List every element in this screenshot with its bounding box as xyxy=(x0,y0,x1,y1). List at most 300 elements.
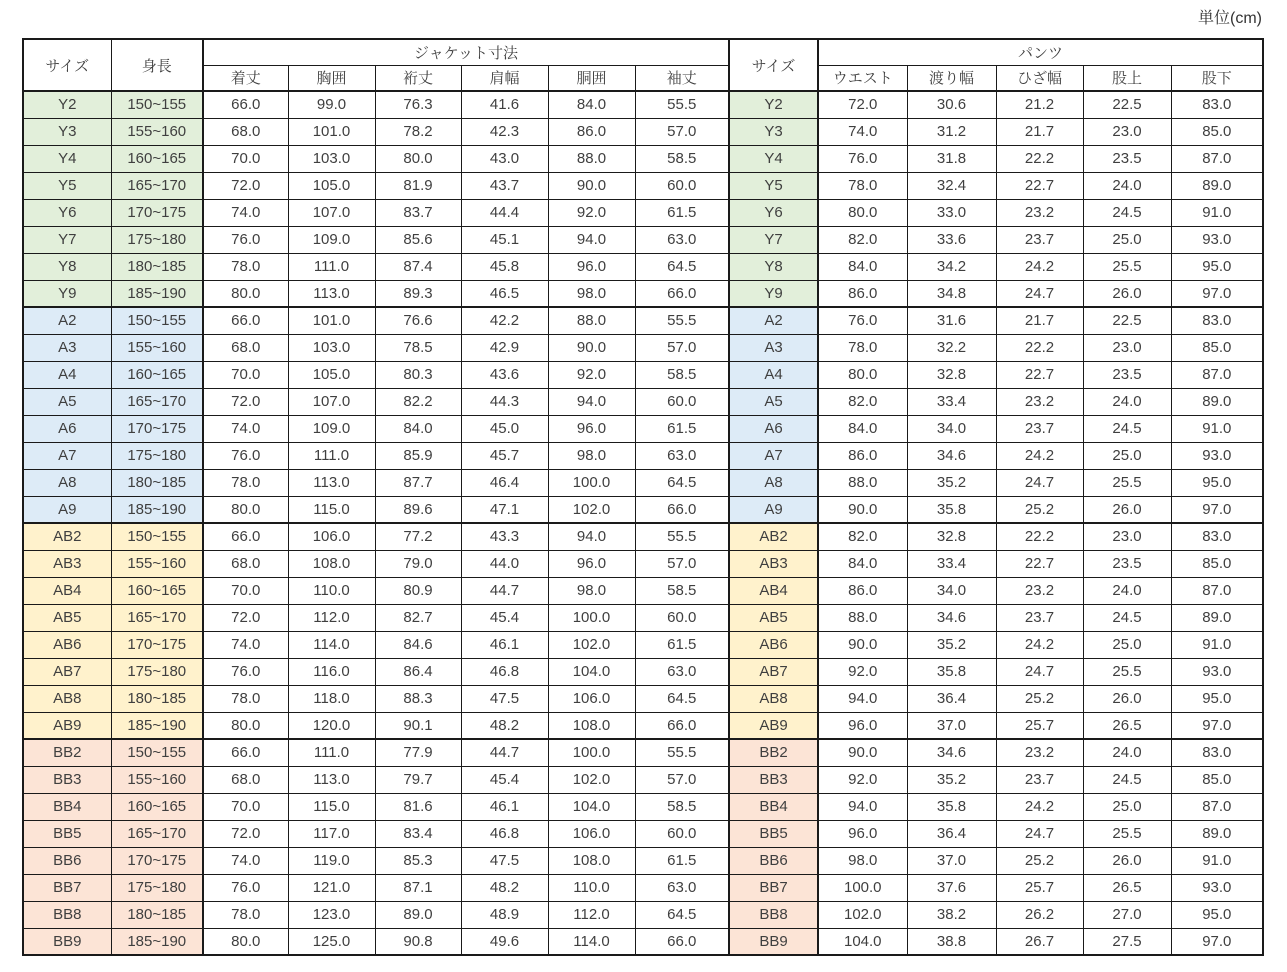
pants-value-cell: 24.2 xyxy=(996,631,1083,658)
table-row xyxy=(23,604,1263,631)
pants-value-cell: 22.2 xyxy=(996,523,1083,550)
jacket-value-cell: 68.0 xyxy=(203,550,288,577)
size-cell-2: A6 xyxy=(729,415,818,442)
pants-value-cell: 92.0 xyxy=(818,658,907,685)
pants-value-cell: 23.7 xyxy=(996,415,1083,442)
jacket-value-cell: 113.0 xyxy=(288,469,375,496)
size-cell: AB8 xyxy=(23,685,111,712)
height-cell: 150~155 xyxy=(111,523,203,550)
jacket-value-cell: 72.0 xyxy=(203,172,288,199)
pants-value-cell: 25.2 xyxy=(996,496,1083,523)
jacket-value-cell: 64.5 xyxy=(635,469,729,496)
jacket-value-cell: 47.5 xyxy=(461,685,548,712)
pants-value-cell: 35.8 xyxy=(907,496,996,523)
pants-value-cell: 89.0 xyxy=(1171,388,1263,415)
pants-value-cell: 24.0 xyxy=(1083,739,1171,766)
pants-value-cell: 23.7 xyxy=(996,766,1083,793)
size-cell-2: BB8 xyxy=(729,901,818,928)
pants-value-cell: 26.0 xyxy=(1083,847,1171,874)
jacket-value-cell: 78.0 xyxy=(203,901,288,928)
jacket-value-cell: 63.0 xyxy=(635,442,729,469)
jacket-value-cell: 105.0 xyxy=(288,361,375,388)
pants-value-cell: 31.8 xyxy=(907,145,996,172)
size-cell: AB2 xyxy=(23,523,111,550)
pants-value-cell: 34.0 xyxy=(907,577,996,604)
height-cell: 170~175 xyxy=(111,199,203,226)
table-row xyxy=(23,793,1263,820)
size-cell: A6 xyxy=(23,415,111,442)
jacket-value-cell: 45.0 xyxy=(461,415,548,442)
pants-value-cell: 24.2 xyxy=(996,793,1083,820)
size-cell-2: Y8 xyxy=(729,253,818,280)
pants-value-cell: 22.5 xyxy=(1083,91,1171,118)
jacket-value-cell: 68.0 xyxy=(203,766,288,793)
pants-value-cell: 25.0 xyxy=(1083,631,1171,658)
jacket-value-cell: 57.0 xyxy=(635,118,729,145)
pants-value-cell: 35.8 xyxy=(907,658,996,685)
pants-value-cell: 98.0 xyxy=(818,847,907,874)
jacket-value-cell: 107.0 xyxy=(288,388,375,415)
pants-value-cell: 25.5 xyxy=(1083,820,1171,847)
jacket-value-cell: 78.0 xyxy=(203,253,288,280)
pants-value-cell: 22.7 xyxy=(996,361,1083,388)
pants-value-cell: 24.5 xyxy=(1083,604,1171,631)
pants-value-cell: 33.0 xyxy=(907,199,996,226)
size-cell: BB9 xyxy=(23,928,111,955)
pants-value-cell: 25.5 xyxy=(1083,253,1171,280)
header-pants-col-matashita: 股下 xyxy=(1171,65,1263,91)
pants-value-cell: 23.2 xyxy=(996,199,1083,226)
jacket-value-cell: 58.5 xyxy=(635,361,729,388)
size-cell: A8 xyxy=(23,469,111,496)
jacket-value-cell: 117.0 xyxy=(288,820,375,847)
size-cell: AB7 xyxy=(23,658,111,685)
pants-value-cell: 26.5 xyxy=(1083,874,1171,901)
pants-value-cell: 78.0 xyxy=(818,334,907,361)
table-row xyxy=(23,523,1263,550)
pants-value-cell: 23.0 xyxy=(1083,334,1171,361)
jacket-value-cell: 55.5 xyxy=(635,523,729,550)
jacket-value-cell: 103.0 xyxy=(288,334,375,361)
header-size-2: サイズ xyxy=(729,39,818,91)
pants-value-cell: 91.0 xyxy=(1171,847,1263,874)
pants-value-cell: 87.0 xyxy=(1171,361,1263,388)
pants-value-cell: 25.5 xyxy=(1083,469,1171,496)
pants-value-cell: 23.7 xyxy=(996,226,1083,253)
jacket-value-cell: 114.0 xyxy=(288,631,375,658)
jacket-value-cell: 121.0 xyxy=(288,874,375,901)
jacket-value-cell: 100.0 xyxy=(548,469,635,496)
jacket-value-cell: 48.2 xyxy=(461,874,548,901)
size-cell-2: Y3 xyxy=(729,118,818,145)
pants-value-cell: 23.0 xyxy=(1083,118,1171,145)
pants-value-cell: 92.0 xyxy=(818,766,907,793)
table-row xyxy=(23,658,1263,685)
jacket-value-cell: 96.0 xyxy=(548,550,635,577)
table-row xyxy=(23,469,1263,496)
table-row xyxy=(23,847,1263,874)
pants-value-cell: 24.5 xyxy=(1083,415,1171,442)
pants-value-cell: 24.7 xyxy=(996,820,1083,847)
jacket-value-cell: 80.9 xyxy=(375,577,461,604)
jacket-value-cell: 58.5 xyxy=(635,145,729,172)
jacket-value-cell: 78.0 xyxy=(203,685,288,712)
jacket-value-cell: 80.0 xyxy=(203,496,288,523)
table-row xyxy=(23,820,1263,847)
jacket-value-cell: 64.5 xyxy=(635,901,729,928)
size-cell-2: A8 xyxy=(729,469,818,496)
jacket-value-cell: 115.0 xyxy=(288,496,375,523)
table-row xyxy=(23,334,1263,361)
pants-value-cell: 32.4 xyxy=(907,172,996,199)
jacket-value-cell: 87.1 xyxy=(375,874,461,901)
pants-value-cell: 83.0 xyxy=(1171,307,1263,334)
jacket-value-cell: 80.0 xyxy=(203,280,288,307)
pants-value-cell: 87.0 xyxy=(1171,145,1263,172)
pants-value-cell: 84.0 xyxy=(818,415,907,442)
pants-value-cell: 78.0 xyxy=(818,172,907,199)
pants-value-cell: 90.0 xyxy=(818,739,907,766)
size-cell-2: BB6 xyxy=(729,847,818,874)
height-cell: 185~190 xyxy=(111,496,203,523)
jacket-value-cell: 123.0 xyxy=(288,901,375,928)
pants-value-cell: 21.7 xyxy=(996,307,1083,334)
size-cell: BB3 xyxy=(23,766,111,793)
jacket-value-cell: 90.8 xyxy=(375,928,461,955)
jacket-value-cell: 90.1 xyxy=(375,712,461,739)
pants-value-cell: 86.0 xyxy=(818,280,907,307)
height-cell: 150~155 xyxy=(111,739,203,766)
header-jacket-col-kyoui: 胸囲 xyxy=(288,65,375,91)
jacket-value-cell: 92.0 xyxy=(548,199,635,226)
pants-value-cell: 31.6 xyxy=(907,307,996,334)
jacket-value-cell: 55.5 xyxy=(635,739,729,766)
size-cell: A7 xyxy=(23,442,111,469)
table-row xyxy=(23,928,1263,955)
pants-value-cell: 91.0 xyxy=(1171,199,1263,226)
jacket-value-cell: 46.4 xyxy=(461,469,548,496)
unit-label: 単位(cm) xyxy=(1198,10,1262,27)
pants-value-cell: 27.5 xyxy=(1083,928,1171,955)
jacket-value-cell: 58.5 xyxy=(635,577,729,604)
jacket-value-cell: 78.2 xyxy=(375,118,461,145)
jacket-value-cell: 58.5 xyxy=(635,793,729,820)
table-row xyxy=(23,766,1263,793)
pants-value-cell: 23.0 xyxy=(1083,523,1171,550)
pants-value-cell: 23.5 xyxy=(1083,361,1171,388)
table-row xyxy=(23,226,1263,253)
pants-value-cell: 34.2 xyxy=(907,253,996,280)
pants-value-cell: 34.0 xyxy=(907,415,996,442)
jacket-value-cell: 92.0 xyxy=(548,361,635,388)
header-jacket-col-sodetake: 袖丈 xyxy=(635,65,729,91)
header-pants-group: パンツ xyxy=(818,39,1263,65)
pants-value-cell: 93.0 xyxy=(1171,658,1263,685)
height-cell: 170~175 xyxy=(111,415,203,442)
jacket-value-cell: 60.0 xyxy=(635,604,729,631)
jacket-value-cell: 80.0 xyxy=(203,928,288,955)
jacket-value-cell: 70.0 xyxy=(203,793,288,820)
jacket-value-cell: 119.0 xyxy=(288,847,375,874)
size-table-body xyxy=(23,91,1263,955)
pants-value-cell: 97.0 xyxy=(1171,280,1263,307)
jacket-value-cell: 94.0 xyxy=(548,523,635,550)
size-cell-2: BB3 xyxy=(729,766,818,793)
height-cell: 170~175 xyxy=(111,847,203,874)
size-cell: AB9 xyxy=(23,712,111,739)
jacket-value-cell: 63.0 xyxy=(635,874,729,901)
pants-value-cell: 96.0 xyxy=(818,820,907,847)
jacket-value-cell: 111.0 xyxy=(288,253,375,280)
pants-value-cell: 23.2 xyxy=(996,739,1083,766)
jacket-value-cell: 116.0 xyxy=(288,658,375,685)
jacket-value-cell: 78.5 xyxy=(375,334,461,361)
jacket-value-cell: 66.0 xyxy=(203,523,288,550)
pants-value-cell: 97.0 xyxy=(1171,712,1263,739)
jacket-value-cell: 55.5 xyxy=(635,307,729,334)
pants-value-cell: 24.5 xyxy=(1083,766,1171,793)
jacket-value-cell: 84.6 xyxy=(375,631,461,658)
height-cell: 160~165 xyxy=(111,577,203,604)
jacket-value-cell: 74.0 xyxy=(203,199,288,226)
jacket-value-cell: 110.0 xyxy=(288,577,375,604)
pants-value-cell: 25.0 xyxy=(1083,442,1171,469)
height-cell: 175~180 xyxy=(111,874,203,901)
jacket-value-cell: 63.0 xyxy=(635,658,729,685)
pants-value-cell: 36.4 xyxy=(907,685,996,712)
table-row xyxy=(23,280,1263,307)
table-row xyxy=(23,631,1263,658)
pants-value-cell: 24.0 xyxy=(1083,388,1171,415)
pants-value-cell: 89.0 xyxy=(1171,820,1263,847)
jacket-value-cell: 76.0 xyxy=(203,442,288,469)
height-cell: 165~170 xyxy=(111,388,203,415)
jacket-value-cell: 80.0 xyxy=(203,712,288,739)
jacket-value-cell: 46.1 xyxy=(461,793,548,820)
pants-value-cell: 95.0 xyxy=(1171,469,1263,496)
jacket-value-cell: 55.5 xyxy=(635,91,729,118)
header-jacket-col-yukitake: 裄丈 xyxy=(375,65,461,91)
table-row xyxy=(23,442,1263,469)
size-cell: BB2 xyxy=(23,739,111,766)
pants-value-cell: 26.5 xyxy=(1083,712,1171,739)
pants-value-cell: 76.0 xyxy=(818,307,907,334)
jacket-value-cell: 80.0 xyxy=(375,145,461,172)
jacket-value-cell: 66.0 xyxy=(635,712,729,739)
pants-value-cell: 97.0 xyxy=(1171,928,1263,955)
table-row xyxy=(23,199,1263,226)
pants-value-cell: 22.2 xyxy=(996,334,1083,361)
size-cell: A2 xyxy=(23,307,111,334)
size-cell-2: AB8 xyxy=(729,685,818,712)
jacket-value-cell: 96.0 xyxy=(548,253,635,280)
pants-value-cell: 34.6 xyxy=(907,442,996,469)
jacket-value-cell: 48.9 xyxy=(461,901,548,928)
pants-value-cell: 24.0 xyxy=(1083,577,1171,604)
size-cell-2: Y6 xyxy=(729,199,818,226)
height-cell: 160~165 xyxy=(111,361,203,388)
size-cell-2: BB5 xyxy=(729,820,818,847)
size-cell-2: BB7 xyxy=(729,874,818,901)
jacket-value-cell: 107.0 xyxy=(288,199,375,226)
jacket-value-cell: 104.0 xyxy=(548,793,635,820)
size-cell-2: AB6 xyxy=(729,631,818,658)
height-cell: 150~155 xyxy=(111,307,203,334)
pants-value-cell: 85.0 xyxy=(1171,334,1263,361)
header-height: 身長 xyxy=(111,39,203,91)
pants-value-cell: 24.2 xyxy=(996,442,1083,469)
jacket-value-cell: 77.9 xyxy=(375,739,461,766)
header-jacket-col-chakutake: 着丈 xyxy=(203,65,288,91)
pants-value-cell: 94.0 xyxy=(818,685,907,712)
pants-value-cell: 90.0 xyxy=(818,631,907,658)
jacket-value-cell: 45.4 xyxy=(461,766,548,793)
jacket-value-cell: 94.0 xyxy=(548,388,635,415)
size-cell: BB5 xyxy=(23,820,111,847)
jacket-value-cell: 89.3 xyxy=(375,280,461,307)
jacket-value-cell: 89.6 xyxy=(375,496,461,523)
jacket-value-cell: 108.0 xyxy=(548,847,635,874)
jacket-value-cell: 83.7 xyxy=(375,199,461,226)
pants-value-cell: 87.0 xyxy=(1171,793,1263,820)
pants-value-cell: 22.7 xyxy=(996,172,1083,199)
jacket-value-cell: 57.0 xyxy=(635,766,729,793)
jacket-value-cell: 125.0 xyxy=(288,928,375,955)
size-cell: BB6 xyxy=(23,847,111,874)
size-cell: BB8 xyxy=(23,901,111,928)
jacket-value-cell: 88.0 xyxy=(548,145,635,172)
jacket-value-cell: 102.0 xyxy=(548,631,635,658)
jacket-value-cell: 102.0 xyxy=(548,496,635,523)
jacket-value-cell: 46.5 xyxy=(461,280,548,307)
pants-value-cell: 34.6 xyxy=(907,604,996,631)
pants-value-cell: 102.0 xyxy=(818,901,907,928)
pants-value-cell: 32.8 xyxy=(907,523,996,550)
pants-value-cell: 83.0 xyxy=(1171,523,1263,550)
table-row xyxy=(23,874,1263,901)
pants-value-cell: 35.2 xyxy=(907,631,996,658)
jacket-value-cell: 60.0 xyxy=(635,388,729,415)
pants-value-cell: 26.0 xyxy=(1083,496,1171,523)
size-cell: Y8 xyxy=(23,253,111,280)
jacket-value-cell: 108.0 xyxy=(548,712,635,739)
jacket-value-cell: 74.0 xyxy=(203,631,288,658)
pants-value-cell: 80.0 xyxy=(818,361,907,388)
table-header xyxy=(23,39,1263,91)
pants-value-cell: 74.0 xyxy=(818,118,907,145)
jacket-value-cell: 45.7 xyxy=(461,442,548,469)
jacket-value-cell: 109.0 xyxy=(288,415,375,442)
height-cell: 185~190 xyxy=(111,712,203,739)
header-jacket-col-katahaba: 肩幅 xyxy=(461,65,548,91)
pants-value-cell: 85.0 xyxy=(1171,766,1263,793)
size-cell-2: A9 xyxy=(729,496,818,523)
jacket-value-cell: 57.0 xyxy=(635,334,729,361)
jacket-value-cell: 45.4 xyxy=(461,604,548,631)
size-cell-2: BB9 xyxy=(729,928,818,955)
jacket-value-cell: 85.6 xyxy=(375,226,461,253)
jacket-value-cell: 79.0 xyxy=(375,550,461,577)
jacket-value-cell: 76.0 xyxy=(203,874,288,901)
jacket-value-cell: 98.0 xyxy=(548,442,635,469)
height-cell: 180~185 xyxy=(111,253,203,280)
height-cell: 155~160 xyxy=(111,766,203,793)
size-cell: AB4 xyxy=(23,577,111,604)
jacket-value-cell: 80.3 xyxy=(375,361,461,388)
pants-value-cell: 25.7 xyxy=(996,874,1083,901)
table-row xyxy=(23,172,1263,199)
pants-value-cell: 24.0 xyxy=(1083,172,1171,199)
pants-value-cell: 35.2 xyxy=(907,469,996,496)
jacket-value-cell: 120.0 xyxy=(288,712,375,739)
jacket-value-cell: 44.3 xyxy=(461,388,548,415)
pants-value-cell: 89.0 xyxy=(1171,604,1263,631)
pants-value-cell: 83.0 xyxy=(1171,739,1263,766)
jacket-value-cell: 76.6 xyxy=(375,307,461,334)
pants-value-cell: 34.8 xyxy=(907,280,996,307)
pants-value-cell: 23.2 xyxy=(996,388,1083,415)
size-cell: AB5 xyxy=(23,604,111,631)
jacket-value-cell: 45.8 xyxy=(461,253,548,280)
jacket-value-cell: 85.3 xyxy=(375,847,461,874)
jacket-value-cell: 112.0 xyxy=(548,901,635,928)
height-cell: 165~170 xyxy=(111,604,203,631)
size-chart-table xyxy=(22,38,1264,956)
jacket-value-cell: 44.7 xyxy=(461,577,548,604)
size-cell-2: AB7 xyxy=(729,658,818,685)
pants-value-cell: 24.7 xyxy=(996,658,1083,685)
jacket-value-cell: 68.0 xyxy=(203,334,288,361)
jacket-value-cell: 109.0 xyxy=(288,226,375,253)
jacket-value-cell: 74.0 xyxy=(203,847,288,874)
jacket-value-cell: 104.0 xyxy=(548,658,635,685)
jacket-value-cell: 70.0 xyxy=(203,361,288,388)
table-row xyxy=(23,388,1263,415)
jacket-value-cell: 118.0 xyxy=(288,685,375,712)
pants-value-cell: 23.2 xyxy=(996,577,1083,604)
pants-value-cell: 23.5 xyxy=(1083,145,1171,172)
size-cell-2: A4 xyxy=(729,361,818,388)
jacket-value-cell: 42.2 xyxy=(461,307,548,334)
header-pants-col-mataue: 股上 xyxy=(1083,65,1171,91)
pants-value-cell: 25.0 xyxy=(1083,793,1171,820)
table-row xyxy=(23,550,1263,577)
jacket-value-cell: 110.0 xyxy=(548,874,635,901)
jacket-value-cell: 76.0 xyxy=(203,658,288,685)
jacket-value-cell: 70.0 xyxy=(203,145,288,172)
jacket-value-cell: 49.6 xyxy=(461,928,548,955)
pants-value-cell: 25.2 xyxy=(996,685,1083,712)
height-cell: 160~165 xyxy=(111,145,203,172)
pants-value-cell: 35.8 xyxy=(907,793,996,820)
jacket-value-cell: 102.0 xyxy=(548,766,635,793)
jacket-value-cell: 43.6 xyxy=(461,361,548,388)
size-cell: Y5 xyxy=(23,172,111,199)
pants-value-cell: 25.5 xyxy=(1083,658,1171,685)
pants-value-cell: 33.6 xyxy=(907,226,996,253)
size-cell-2: AB5 xyxy=(729,604,818,631)
size-cell: A5 xyxy=(23,388,111,415)
height-cell: 180~185 xyxy=(111,469,203,496)
jacket-value-cell: 61.5 xyxy=(635,199,729,226)
size-cell-2: Y2 xyxy=(729,91,818,118)
height-cell: 150~155 xyxy=(111,91,203,118)
size-cell-2: A2 xyxy=(729,307,818,334)
size-cell-2: AB3 xyxy=(729,550,818,577)
header-group-row xyxy=(23,39,1263,65)
size-cell-2: BB4 xyxy=(729,793,818,820)
jacket-value-cell: 84.0 xyxy=(548,91,635,118)
